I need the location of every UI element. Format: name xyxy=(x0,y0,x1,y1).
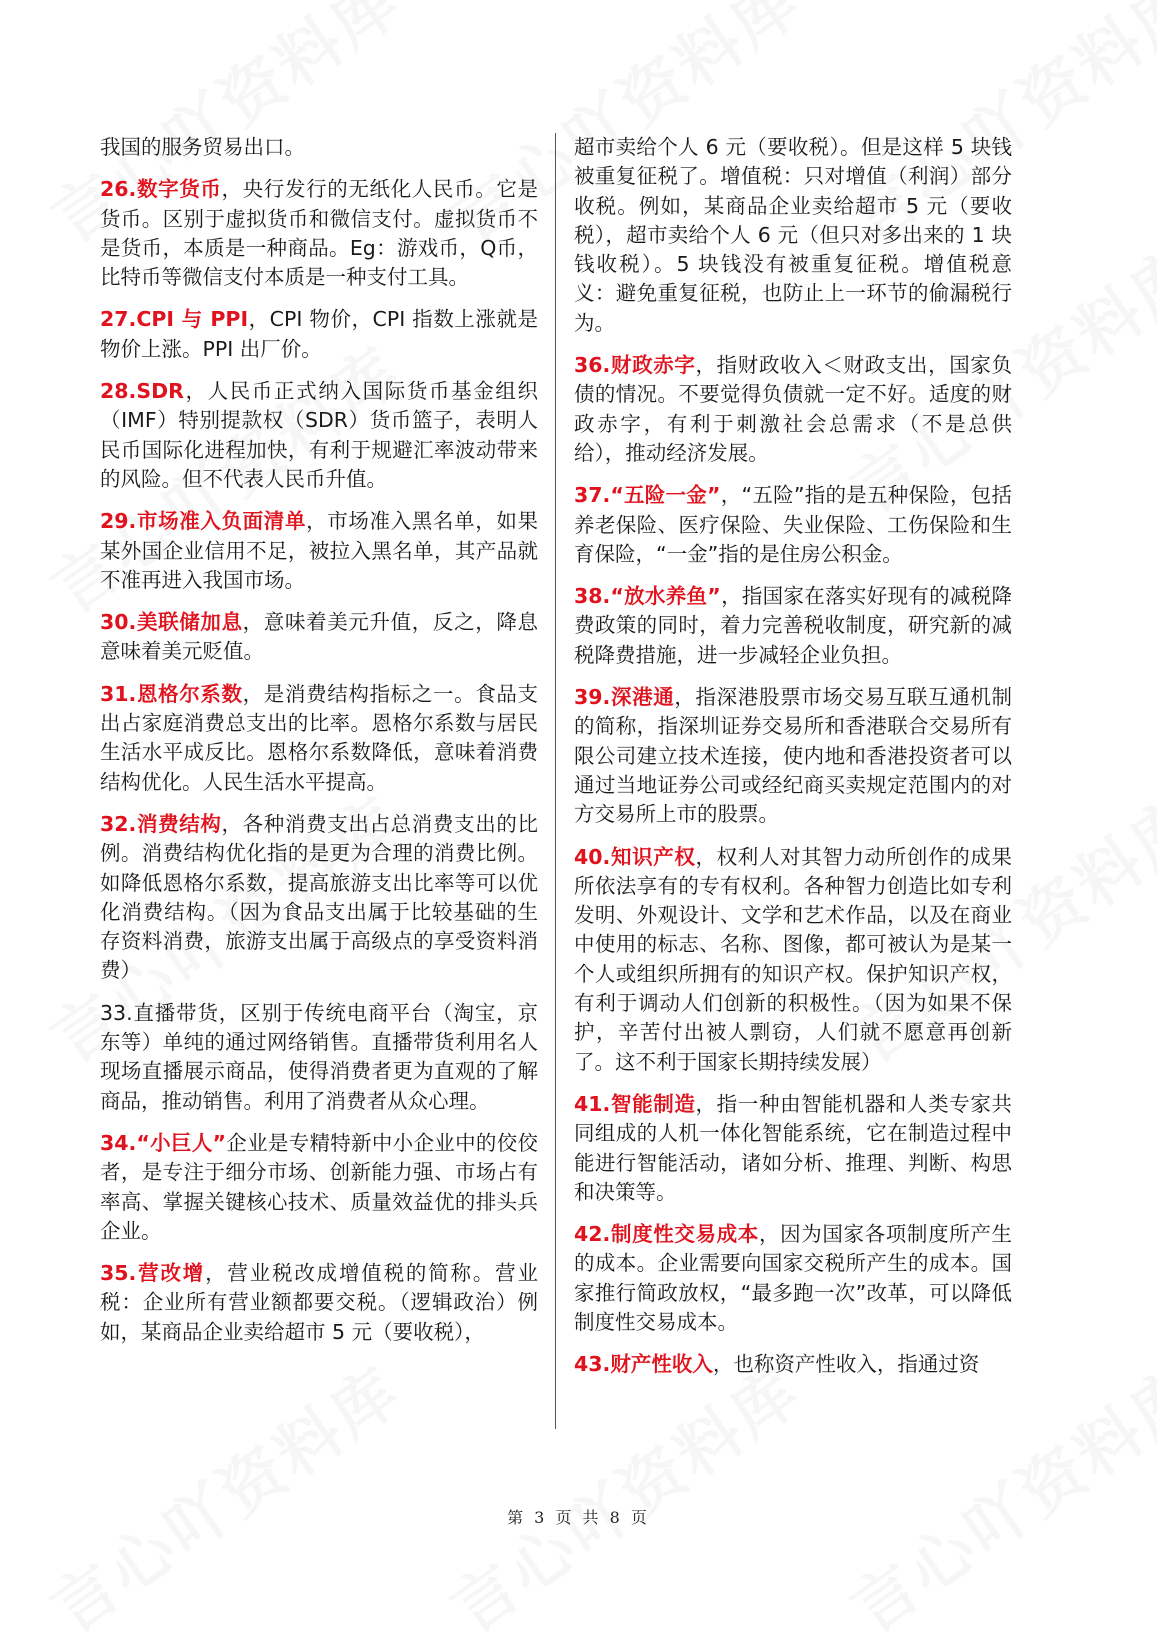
entry-31-engel-coefficient xyxy=(100,680,538,797)
term-title: 39.深港通 xyxy=(574,685,675,710)
term-title: 38.“放水养鱼” xyxy=(574,584,721,609)
entry-36-fiscal-deficit xyxy=(574,351,1012,468)
term-body: ，央行发行的无纸化人民币。它是货币。区别于虚拟货币和微信支付。虚拟货币不是货币，本质是一种商品。Eg：游戏币，Q币，比特币等微信支付本质是一种支付工具。 xyxy=(100,177,538,290)
entry-29-negative-list xyxy=(100,507,538,595)
term-title: 30.美联储加息 xyxy=(100,610,243,635)
entry-27-cpi-ppi xyxy=(100,305,538,364)
entry-33-live-commerce xyxy=(100,999,538,1116)
term-title: 34.“小巨人” xyxy=(100,1130,226,1155)
entry-40-intellectual-property xyxy=(574,843,1012,1077)
term-title: 37.“五险一金” xyxy=(574,483,721,508)
entry-30-fed-rate-hike xyxy=(100,608,538,667)
term-title: 43.财产性收入 xyxy=(574,1352,713,1377)
term-body: ，人民币正式纳入国际货币基金组织（IMF）特别提款权（SDR）货币篮子，表明人民币国际化进程加快，有利于规避汇率波动带来的风险。但不代表人民币升值。 xyxy=(100,379,538,491)
entry-35-vat-reform xyxy=(100,1259,538,1347)
entry-35-continuation: 超市卖给个人 6 元（要收税）。但是这样 5 块钱被重复征税了。增值税：只对增值（利润）部分收税。例如，某商品企业卖给超市 5 元（要收税），超市卖给个人 6 元（但只对多出来的 1 块钱收税）。5 块钱没有被重复征税。增值税意义：避免重复征税，也防止上一环节的偷漏税行为。 xyxy=(574,135,1012,335)
left-column xyxy=(100,133,538,1360)
entry-39-shenzhen-hk-connect xyxy=(574,683,1012,829)
column-divider xyxy=(555,133,556,1429)
term-title: 40.知识产权 xyxy=(574,844,696,869)
term-body: ，指深港股票市场交易互联互通机制的简称，指深圳证券交易所和香港联合交易所有限公司建立技术连接，使内地和香港投资者可以通过当地证券公司或经纪商买卖规定范围内的对方交易所上市的股票。 xyxy=(574,685,1012,827)
term-body: ，因为国家各项制度所产生的成本。企业需要向国家交税所产生的成本。国家推行简政放权，“最多跑一次”改革，可以降低制度性交易成本。 xyxy=(574,1222,1012,1334)
page-number: 第 3 页 共 8 页 xyxy=(507,1508,650,1527)
entry-37-five-insurances xyxy=(574,481,1012,569)
entry-43-property-income xyxy=(574,1350,1012,1379)
term-title: 35.营改增 xyxy=(100,1261,206,1286)
entry-34-little-giant xyxy=(100,1129,538,1246)
term-body: 33.直播带货，区别于传统电商平台（淘宝，京东等）单纯的通过网络销售。直播带货利用名人现场直播展示商品，使得消费者更为直观的了解商品，推动销售。利用了消费者从众心理。 xyxy=(100,1000,538,1113)
term-body: ，营业税改成增值税的简称。营业税：企业所有营业额都要交税。（逻辑政治）例如，某商品企业卖给超市 5 元（要收税）， xyxy=(100,1261,538,1344)
term-body: ，指财政收入＜财政支出，国家负债的情况。不要觉得负债就一定不好。适度的财政赤字，有利于刺激社会总需求（不是总供给），推动经济发展。 xyxy=(574,353,1012,465)
entry-continuation: 我国的服务贸易出口。 xyxy=(100,135,305,159)
term-body: ，是消费结构指标之一。食品支出占家庭消费总支出的比率。恩格尔系数与居民生活水平成反比。恩格尔系数降低，意味着消费结构优化。人民生活水平提高。 xyxy=(100,681,538,794)
entry-28-sdr xyxy=(100,377,538,494)
term-title: 41.智能制造 xyxy=(574,1091,696,1116)
entry-38-fang-shui-yang-yu xyxy=(574,582,1012,670)
term-title: 36.财政赤字 xyxy=(574,353,696,378)
term-body: ，CPI 物价，CPI 指数上涨就是物价上涨。PPI 出厂价。 xyxy=(100,307,538,361)
entry-26-digital-currency xyxy=(100,175,538,292)
entry-42-institutional-cost xyxy=(574,1220,1012,1337)
right-column xyxy=(574,133,1012,1393)
term-body: ，市场准入黑名单，如果某外国企业信用不足，被拉入黑名单，其产品就不准再进入我国市场。 xyxy=(100,509,538,592)
term-title: 42.制度性交易成本 xyxy=(574,1222,759,1247)
term-body: ，指国家在落实好现有的减税降费政策的同时，着力完善税收制度，研究新的减税降费措施，进一步减轻企业负担。 xyxy=(574,584,1013,667)
term-body: 企业是专精特新中小企业中的佼佼者，是专注于细分市场、创新能力强、市场占有率高、掌握关键核心技术、质量效益优的排头兵企业。 xyxy=(100,1130,538,1243)
term-body: ，也称资产性收入，指通过资 xyxy=(712,1352,980,1377)
watermark xyxy=(31,1341,418,1650)
term-body: ，指一种由智能机器和人类专家共同组成的人机一体化智能系统，它在制造过程中能进行智能活动，诸如分析、推理、判断、构思和决策等。 xyxy=(574,1091,1012,1204)
term-body: ，“五险”指的是五种保险，包括养老保险、医疗保险、失业保险、工伤保险和生育保险，“一金”指的是住房公积金。 xyxy=(574,483,1012,566)
entry-41-smart-manufacturing xyxy=(574,1090,1012,1207)
term-title: 32.消费结构 xyxy=(100,811,222,836)
term-title: 26.数字货币 xyxy=(100,177,222,202)
term-body: ，权利人对其智力动所创作的成果所依法享有的专有权利。各种智力创造比如专利发明、外观设计、文学和艺术作品，以及在商业中使用的标志、名称、图像，都可被认为是某一个人或组织所拥有的知识产权。保护知识产权，有利于调动人们创新的积极性。（因为如果不保护，辛苦付出被人剽窃，人们就不愿意再创新了。这不利于国家长期持续发展） xyxy=(574,844,1012,1074)
term-title: 31.恩格尔系数 xyxy=(100,681,243,706)
term-title: 28.SDR xyxy=(100,379,184,404)
term-title: 27.CPI 与 PPI xyxy=(100,307,249,332)
term-title: 29.市场准入负面清单 xyxy=(100,509,307,534)
term-body: ，意味着美元升值，反之，降息意味着美元贬值。 xyxy=(100,610,538,664)
entry-32-consumption-structure xyxy=(100,810,538,986)
term-body: ，各种消费支出占总消费支出的比例。消费结构优化指的是更为合理的消费比例。如降低恩格尔系数，提高旅游支出比率等可以优化消费结构。（因为食品支出属于比较基础的生存资料消费，旅游支出属于高级点的享受资料消费） xyxy=(100,811,538,983)
